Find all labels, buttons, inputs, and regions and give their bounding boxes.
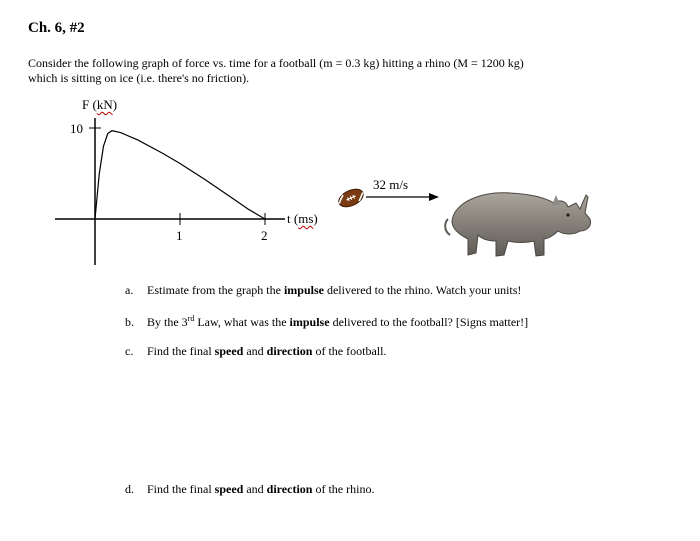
football-velocity-illustration xyxy=(336,185,446,215)
page-title: Ch. 6, #2 xyxy=(28,20,85,36)
question-text: Find the final speed and direction of the rhino. xyxy=(147,482,375,496)
y-tick-label-10: 10 xyxy=(70,121,83,136)
prompt-line-1: Consider the following graph of force vs. time for a football (m = 0.3 kg) hitting a rhino (M = 1200 kg) xyxy=(28,56,524,70)
force-curve xyxy=(95,131,265,219)
x-axis-label-text: t (ms) xyxy=(287,211,318,226)
x-tick-label-1: 1 xyxy=(176,228,183,243)
football-speed-label: 32 m/s xyxy=(373,177,409,192)
velocity-arrowhead xyxy=(429,193,439,201)
y-axis-label-text: F (kN) xyxy=(82,97,118,112)
question-c xyxy=(125,344,386,359)
x-axis-label xyxy=(287,211,318,227)
question-text: Estimate from the graph the impulse delivered to the rhino. Watch your units! xyxy=(147,283,522,297)
football-icon xyxy=(336,186,366,211)
rhino-icon xyxy=(440,183,595,268)
y-axis-label xyxy=(82,97,117,113)
question-text: By the 3rd Law, what was the impulse delivered to the football? [Signs matter!] xyxy=(147,314,529,329)
question-d xyxy=(125,482,374,497)
question-letter: c. xyxy=(125,344,134,358)
question-letter: d. xyxy=(125,482,134,496)
question-letter: a. xyxy=(125,283,134,297)
question-a xyxy=(125,283,521,298)
question-letter: b. xyxy=(125,315,134,329)
x-tick-label-2: 2 xyxy=(261,228,268,243)
question-b xyxy=(125,314,528,330)
question-text: Find the final speed and direction of the football. xyxy=(147,344,387,358)
prompt-line-2: which is sitting on ice (i.e. there's no friction). xyxy=(28,71,250,85)
